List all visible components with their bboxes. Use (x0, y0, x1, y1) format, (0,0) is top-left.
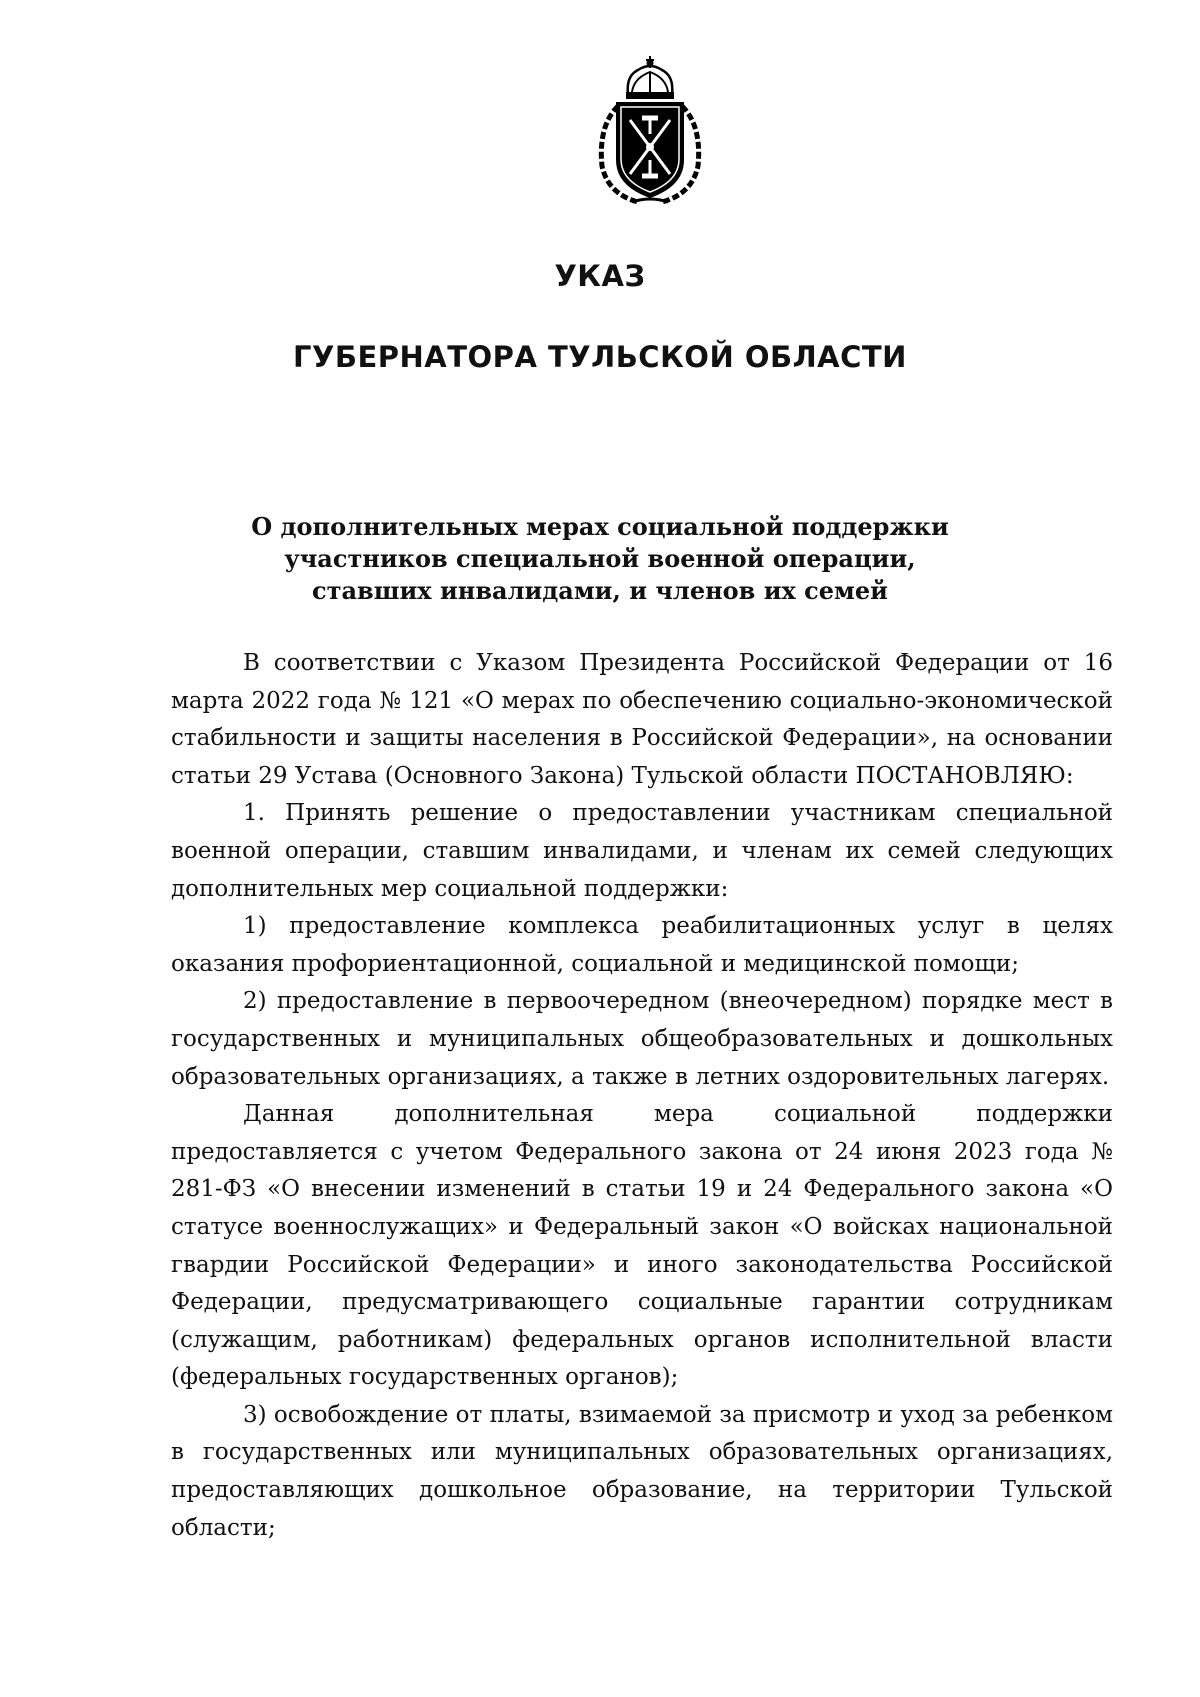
clause-1-paragraph: 1. Принять решение о предоставлении участникам специальной военной операции, ставшим инвалидами, и членам их семей следующих дополнительных мер социальной поддержки: (171, 800, 1113, 902)
document-body (171, 645, 1113, 1547)
subclause-2-paragraph: 2) предоставление в первоочередном (внеочередном) порядке мест в государственных и муниципальных общеобразовательных и дошкольных образовательных организациях, а также в летних оздоровительных лагерях. (171, 988, 1113, 1090)
subject-line: О дополнительных мерах социальной поддержки (251, 512, 949, 541)
preamble-paragraph: В соответствии с Указом Президента Российской Федерации от 16 марта 2022 года № 121 «О мерах по обеспечению социально-экономической стабильности и защиты населения в Российской Федерации», на основании статьи 29 Устава (Основного Закона) Тульской области ПОСТАНОВЛЯЮ: (171, 650, 1113, 789)
document-type-title: УКАЗ (554, 259, 646, 293)
subject-line: участников специальной военной операции, (284, 544, 916, 573)
subject-line: ставших инвалидами, и членов их семей (312, 576, 888, 605)
subclause-3-paragraph: 3) освобождение от платы, взимаемой за присмотр и уход за ребенком в государственных или муниципальных образовательных организациях, предоставляющих дошкольное образование, на территории Тульской области; (171, 1401, 1113, 1541)
note-paragraph: Данная дополнительная мера социальной поддержки предоставляется с учетом Федерального закона от 24 июня 2023 года № 281-ФЗ «О внесении изменений в статьи 19 и 24 Федерального закона «О статусе военнослужащих» и Федеральный закон «О войсках национальной гвардии Российской Федерации» и иного законодательства Российской Федерации, предусматривающего социальные гарантии сотрудникам (служащим, работникам) федеральных органов исполнительной власти (федеральных государственных органов); (171, 1101, 1113, 1391)
issuer-title: ГУБЕРНАТОРА ТУЛЬСКОЙ ОБЛАСТИ (293, 340, 907, 374)
tula-region-coat-of-arms-icon (588, 56, 712, 206)
subclause-1-paragraph: 1) предоставление комплекса реабилитационных услуг в целях оказания профориентационной, социальной и медицинской помощи; (171, 913, 1113, 977)
document-subject (0, 511, 1200, 607)
